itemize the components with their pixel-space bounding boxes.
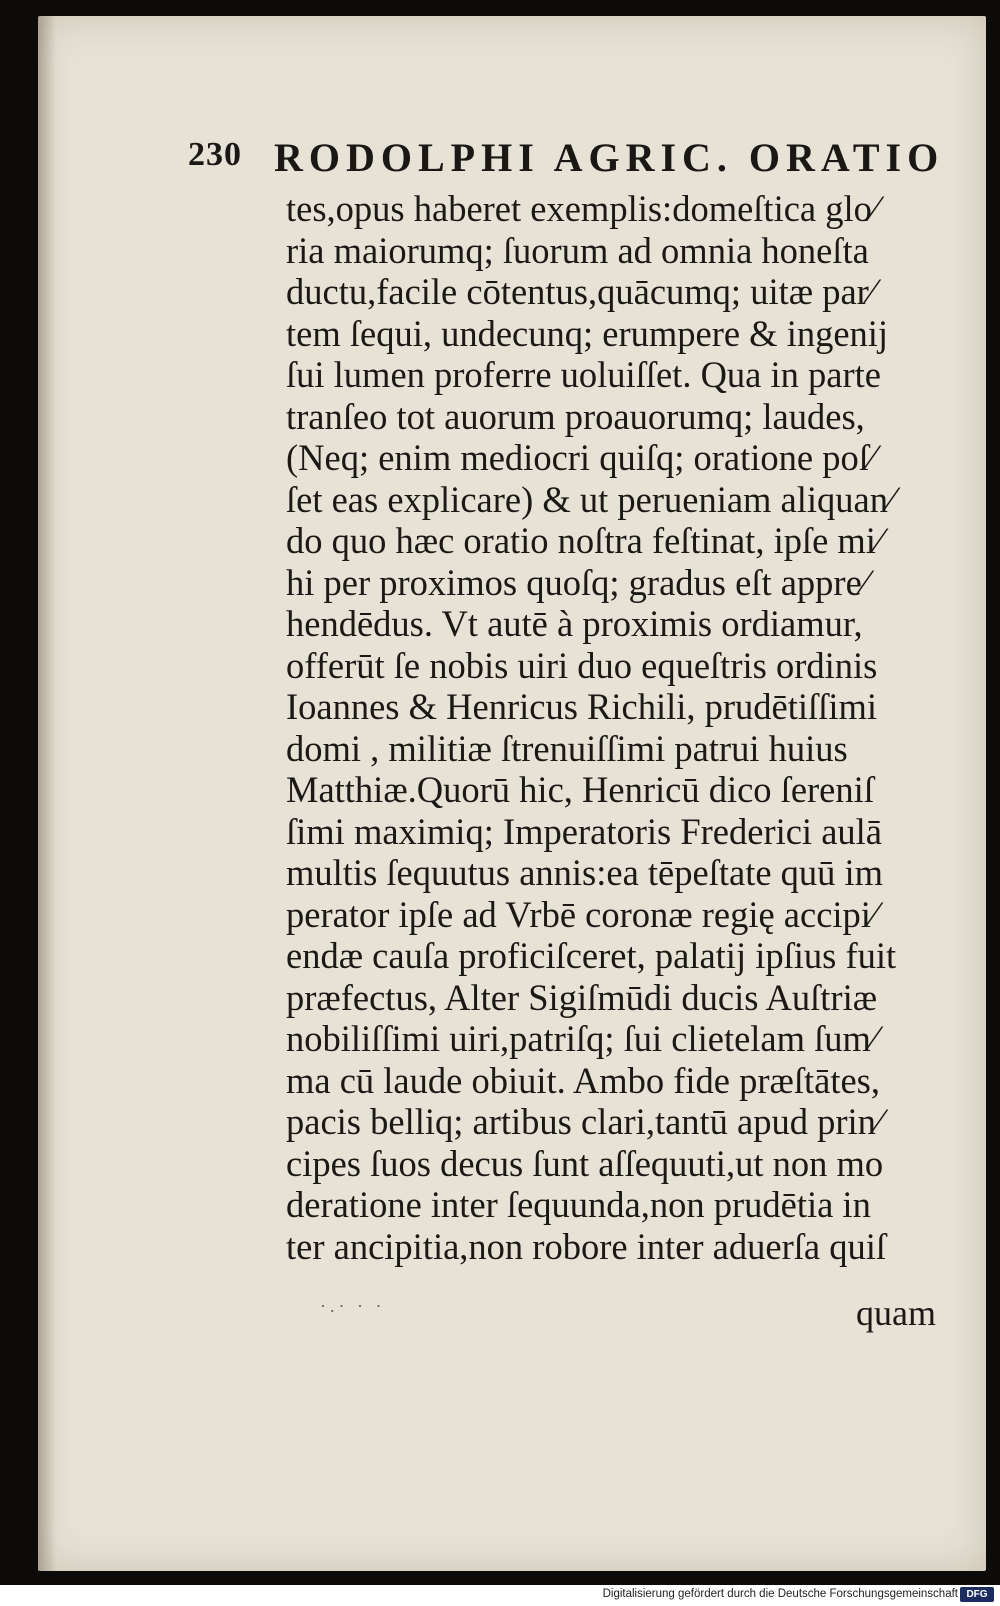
text-line: deratione inter ſequunda,non prudētia in	[286, 1184, 871, 1225]
text-line: pacis belliq; artibus clari,tantū apud prin⁄	[286, 1101, 883, 1142]
text-line: ductu,facile cōtentus,quācumq; uitæ par⁄	[286, 271, 875, 312]
catchword: quam	[856, 1293, 936, 1333]
page-number: 230	[188, 136, 242, 173]
dfg-logo-icon: DFG	[960, 1587, 994, 1602]
text-line: ſui lumen proferre uoluiſſet. Qua in parte	[286, 354, 881, 395]
funding-credit: Digitalisierung gefördert durch die Deutsche Forschungsgemeinschaft	[602, 1588, 958, 1600]
text-line: hendēdus. Vt autē à proximis ordiamur,	[286, 603, 863, 644]
text-line: domi , militiæ ſtrenuiſſimi patrui huius	[286, 727, 848, 769]
text-line: Ioannes & Henricus Richili, prudētiſſimi	[286, 686, 877, 727]
text-line: præfectus, Alter Sigiſmūdi ducis Auſtriæ	[286, 976, 878, 1018]
text-line: endæ cauſa proficiſceret, palatij ipſius fuit	[286, 935, 897, 976]
text-line: ſimi maximiq; Imperatoris Frederici aulā	[286, 810, 882, 852]
running-head: RODOLPHI AGRIC. ORATIO	[274, 135, 945, 180]
text-line: hi per proximos quoſq; gradus eſt appre⁄	[286, 561, 868, 603]
text-line: cipes ſuos decus ſunt aſſequuti,ut non mo	[286, 1142, 884, 1184]
text-line: nobiliſſimi uiri,patriſq; ſui clietelam ſum⁄	[286, 1018, 878, 1059]
text-line: tranſeo tot auorum proauorumq; laudes,	[286, 395, 865, 437]
text-line: multis ſequutus annis:ea tēpeſtate quū im	[286, 852, 884, 893]
text-line: (Neq; enim mediocri quiſq; oratione poſ⁄	[286, 437, 875, 478]
page-header	[188, 128, 945, 188]
text-line: ter ancipitia,non robore inter aduerſa quiſ	[286, 1225, 886, 1267]
text-line: do quo hæc oratio noſtra feſtinat, ipſe mi⁄	[286, 520, 883, 561]
text-line: ria maiorumq; ſuorum ad omnia honeſta	[286, 229, 869, 271]
footer-bar	[0, 1585, 1000, 1606]
text-line: tes,opus haberet exemplis:domeſtica glo⁄	[286, 188, 878, 229]
text-line: tem ſequi, undecunq; erumpere & ingenij	[286, 312, 889, 354]
text-line: offerūt ſe nobis uiri duo equeſtris ordinis	[286, 644, 878, 686]
body-text	[286, 188, 956, 1267]
ink-specks: ·.· · ·	[320, 1296, 386, 1316]
text-line: perator ipſe ad Vrbē coronæ regię accipi⁄	[286, 893, 878, 935]
text-line: Matthiæ.Quorū hic, Henricū dico ſereniſ	[286, 769, 874, 810]
text-line: ſet eas explicare) & ut perueniam aliquan⁄	[286, 478, 895, 520]
text-line: ma cū laude obiuit. Ambo fide præſtātes,	[286, 1059, 881, 1101]
